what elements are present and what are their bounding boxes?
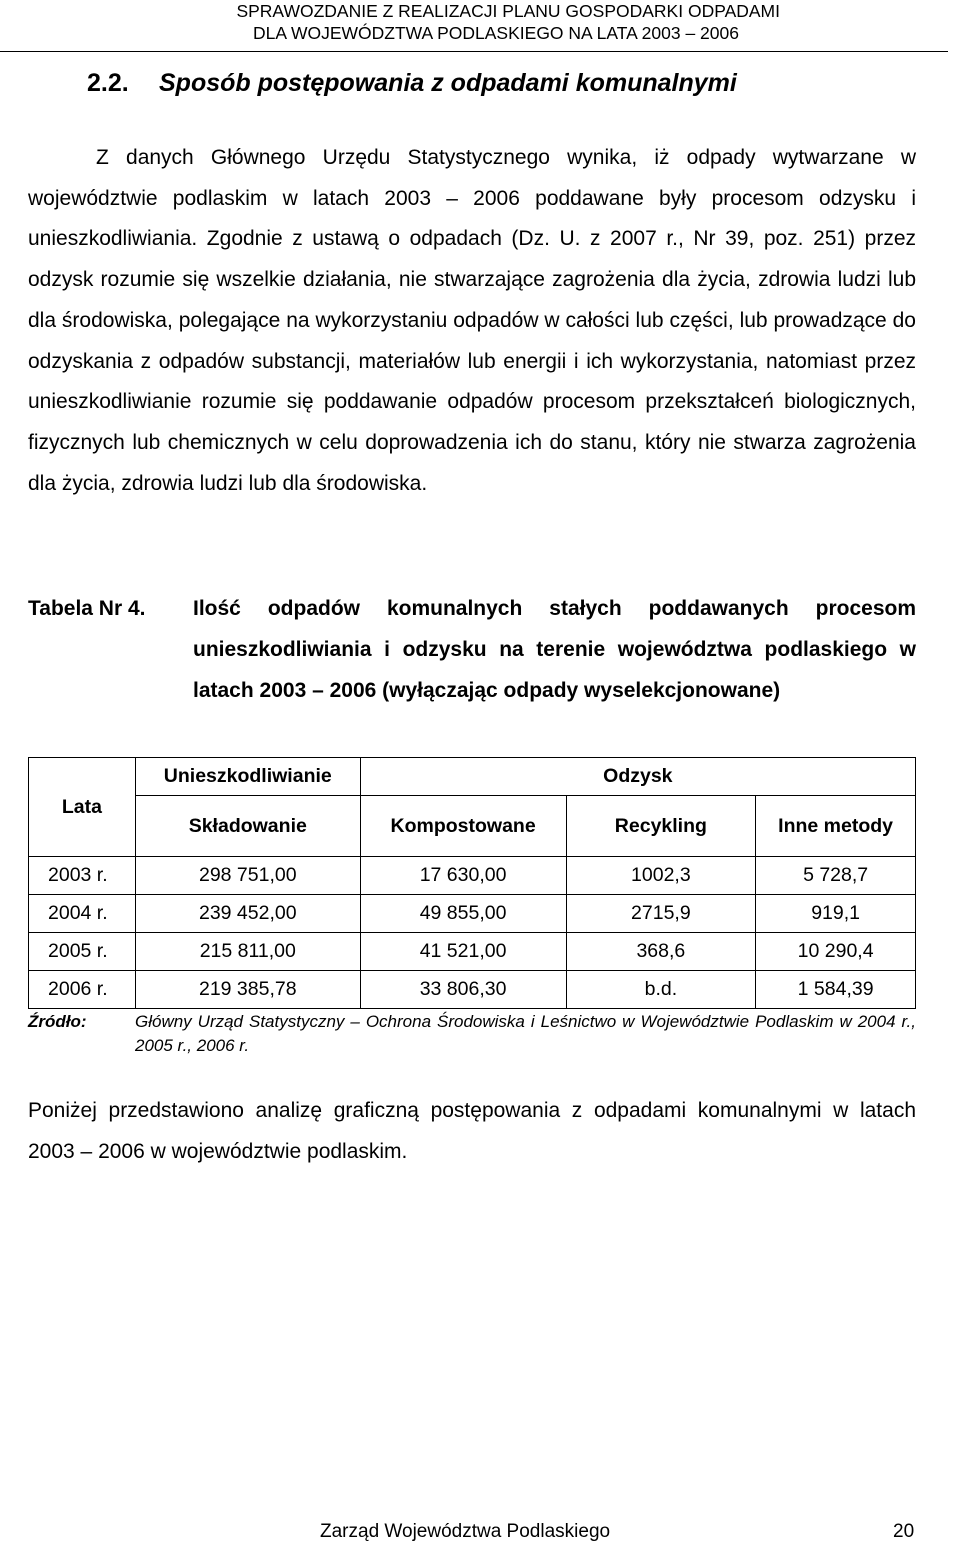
source-text: Główny Urząd Statystyczny – Ochrona Środowiska i Leśnictwo w Województwie Podlaskim w 2004 r., 2005 r., 2006 r. <box>135 1012 916 1055</box>
header-recovery: Odzysk <box>360 758 915 796</box>
table-header-row-1 <box>29 758 916 796</box>
cell-composting: 49 855,00 <box>360 895 566 933</box>
page-number: 20 <box>893 1521 915 1542</box>
cell-other: 5 728,7 <box>756 857 916 895</box>
header-line-1: SPRAWOZDANIE Z REALIZACJI PLANU GOSPODARKI ODPADAMI <box>236 1 780 21</box>
table-label: Tabela Nr 4. <box>28 597 146 620</box>
cell-other: 10 290,4 <box>756 933 916 971</box>
cell-year: 2003 r. <box>29 857 136 895</box>
table-row <box>29 857 916 895</box>
cell-year: 2006 r. <box>29 971 136 1009</box>
waste-table <box>28 757 916 1009</box>
table-row <box>29 933 916 971</box>
body-paragraph-2: Poniżej przedstawiono analizę graficzną postępowania z odpadami komunalnymi w latach 2003 – 2006 w województwie podlaskim. <box>28 1099 916 1163</box>
cell-recycling: b.d. <box>566 971 756 1009</box>
cell-recycling: 1002,3 <box>566 857 756 895</box>
header-recycling: Recykling <box>566 796 756 857</box>
section-title: Sposób postępowania z odpadami komunalnymi <box>159 69 737 97</box>
cell-other: 919,1 <box>756 895 916 933</box>
table-title: Ilość odpadów komunalnych stałych poddawanych procesom unieszkodliwiania i odzysku na terenie województwa podlaskiego w latach 2003 – 2006 (wyłączając odpady wyselekcjonowane) <box>193 597 916 702</box>
table-row <box>29 971 916 1009</box>
cell-composting: 33 806,30 <box>360 971 566 1009</box>
running-header <box>0 0 948 52</box>
table-row <box>29 895 916 933</box>
cell-landfill: 215 811,00 <box>135 933 360 971</box>
footer-organization: Zarząd Województwa Podlaskiego <box>320 1521 611 1542</box>
cell-landfill: 298 751,00 <box>135 857 360 895</box>
cell-landfill: 239 452,00 <box>135 895 360 933</box>
cell-composting: 17 630,00 <box>360 857 566 895</box>
header-other: Inne metody <box>756 796 916 857</box>
header-line-2: DLA WOJEWÓDZTWA PODLASKIEGO NA LATA 2003 – 2006 <box>253 23 739 43</box>
section-number: 2.2. <box>87 69 129 97</box>
header-composting: Kompostowane <box>360 796 566 857</box>
table-header-row-2 <box>29 796 916 857</box>
cell-recycling: 368,6 <box>566 933 756 971</box>
header-year: Lata <box>29 758 136 857</box>
source-label: Źródło: <box>28 1012 87 1031</box>
cell-year: 2004 r. <box>29 895 136 933</box>
table-source-note <box>28 1010 916 1058</box>
cell-composting: 41 521,00 <box>360 933 566 971</box>
header-landfill: Składowanie <box>135 796 360 857</box>
header-disposal: Unieszkodliwianie <box>135 758 360 796</box>
cell-other: 1 584,39 <box>756 971 916 1009</box>
cell-year: 2005 r. <box>29 933 136 971</box>
cell-recycling: 2715,9 <box>566 895 756 933</box>
section-heading <box>87 69 737 98</box>
body-paragraph-1: Z danych Głównego Urzędu Statystycznego wynika, iż odpady wytwarzane w województwie podlaskim w latach 2003 – 2006 poddawane były procesom odzysku i unieszkodliwiania. Zgodnie z ustawą o odpadach (Dz. U. z 2007 r., Nr 39, poz. 251) przez odzysk rozumie się wszelkie działania, nie stwarzające zagrożenia dla życia, zdrowia ludzi lub dla środowiska, polegające na wykorzystaniu odpadów w całości lub części, lub prowadzące do odzyskania z odpadów substancji, materiałów lub energii i ich wykorzystania, natomiast przez unieszkodliwianie rozumie się poddawanie odpadów procesom przekształceń biologicznych, fizycznych lub chemicznych w celu doprowadzenia ich do stanu, który nie stwarza zagrożenia dla życia, zdrowia ludzi lub dla środowiska. <box>28 146 916 495</box>
cell-landfill: 219 385,78 <box>135 971 360 1009</box>
